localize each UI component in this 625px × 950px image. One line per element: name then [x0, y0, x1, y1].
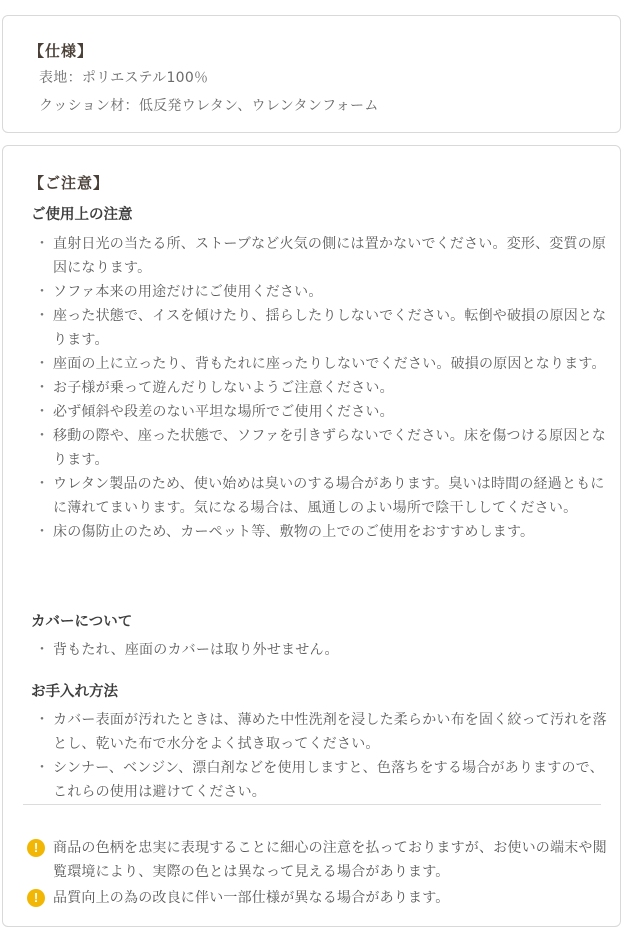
spec-title: 【仕様】	[29, 42, 94, 60]
bullet: ・	[35, 308, 50, 324]
list-item	[31, 520, 611, 544]
list-item-text: お子様が乗って遊んだりしないようご注意ください。	[53, 380, 394, 396]
list-item	[31, 400, 611, 424]
list-item-text: カバー表面が汚れたときは、薄めた中性洗剤を浸した柔らかい布を固く絞って汚れを落とし、乾いた布で水分をよく拭き取ってください。	[53, 712, 607, 752]
list-item-text: ソファ本来の用途だけにご使用ください。	[53, 284, 323, 300]
warning-icon: !	[27, 839, 45, 857]
section-heading-usage: ご使用上の注意	[31, 207, 133, 223]
list-item-text: ウレタン製品のため、使い始めは臭いのする場合があります。臭いは時間の経過ともにに薄れてまいります。気になる場合は、風通しのよい場所で陰干ししてください。	[53, 476, 605, 516]
cover-list	[31, 638, 611, 662]
bullet: ・	[35, 760, 50, 776]
spec-line-cushion: クッション材：低反発ウレタン、ウレンタンフォーム	[39, 98, 379, 114]
list-item-text: シンナー、ベンジン、漂白剤などを使用しますと、色落ちをする場合がありますので、これらの使用は避けてください。	[53, 760, 604, 800]
list-item-text: 座面の上に立ったり、背もたれに座ったりしないでください。破損の原因となります。	[53, 356, 606, 372]
warning-text: 商品の色柄を忠実に表現することに細心の注意を払っておりますが、お使いの端末や閲覧環境により、実際の色とは異なって見える場合があります。	[53, 840, 607, 880]
spec-line-fabric: 表地：ポリエステル100％	[39, 70, 209, 86]
list-item	[31, 352, 611, 376]
care-list	[31, 708, 611, 804]
bullet: ・	[35, 642, 50, 658]
section-heading-care: お手入れ方法	[31, 684, 118, 700]
warning-item	[25, 886, 613, 910]
bullet: ・	[35, 356, 50, 372]
section-heading-cover: カバーについて	[31, 614, 133, 630]
divider	[23, 804, 601, 805]
list-item-text: 移動の際や、座った状態で、ソファを引きずらないでください。床を傷つける原因となります。	[53, 428, 606, 468]
bullet: ・	[35, 404, 50, 420]
notice-box	[2, 145, 621, 927]
list-item-text: 座った状態で、イスを傾けたり、揺らしたりしないでください。転倒や破損の原因となります。	[53, 308, 607, 348]
list-item	[31, 376, 611, 400]
list-item-text: 必ず傾斜や段差のない平坦な場所でご使用ください。	[53, 404, 394, 420]
usage-list	[31, 232, 611, 544]
list-item	[31, 280, 611, 304]
warning-item	[25, 836, 613, 884]
list-item	[31, 708, 611, 756]
bullet: ・	[35, 380, 50, 396]
warning-text: 品質向上の為の改良に伴い一部仕様が異なる場合があります。	[53, 890, 450, 906]
bullet: ・	[35, 284, 50, 300]
list-item	[31, 304, 611, 352]
list-item-text: 背もたれ、座面のカバーは取り外せません。	[53, 642, 339, 658]
bullet: ・	[35, 712, 50, 728]
list-item	[31, 638, 611, 662]
list-item	[31, 472, 611, 520]
bullet: ・	[35, 524, 50, 540]
bullet: ・	[35, 476, 50, 492]
warning-icon: !	[27, 889, 45, 907]
bullet: ・	[35, 428, 50, 444]
list-item-text: 床の傷防止のため、カーペット等、敷物の上でのご使用をおすすめします。	[53, 524, 535, 540]
notice-title: 【ご注意】	[29, 174, 110, 192]
list-item-text: 直射日光の当たる所、ストーブなど火気の側には置かないでください。変形、変質の原因になります。	[53, 236, 607, 276]
list-item	[31, 756, 611, 804]
list-item	[31, 424, 611, 472]
bullet: ・	[35, 236, 50, 252]
spec-box	[2, 15, 621, 133]
list-item	[31, 232, 611, 280]
